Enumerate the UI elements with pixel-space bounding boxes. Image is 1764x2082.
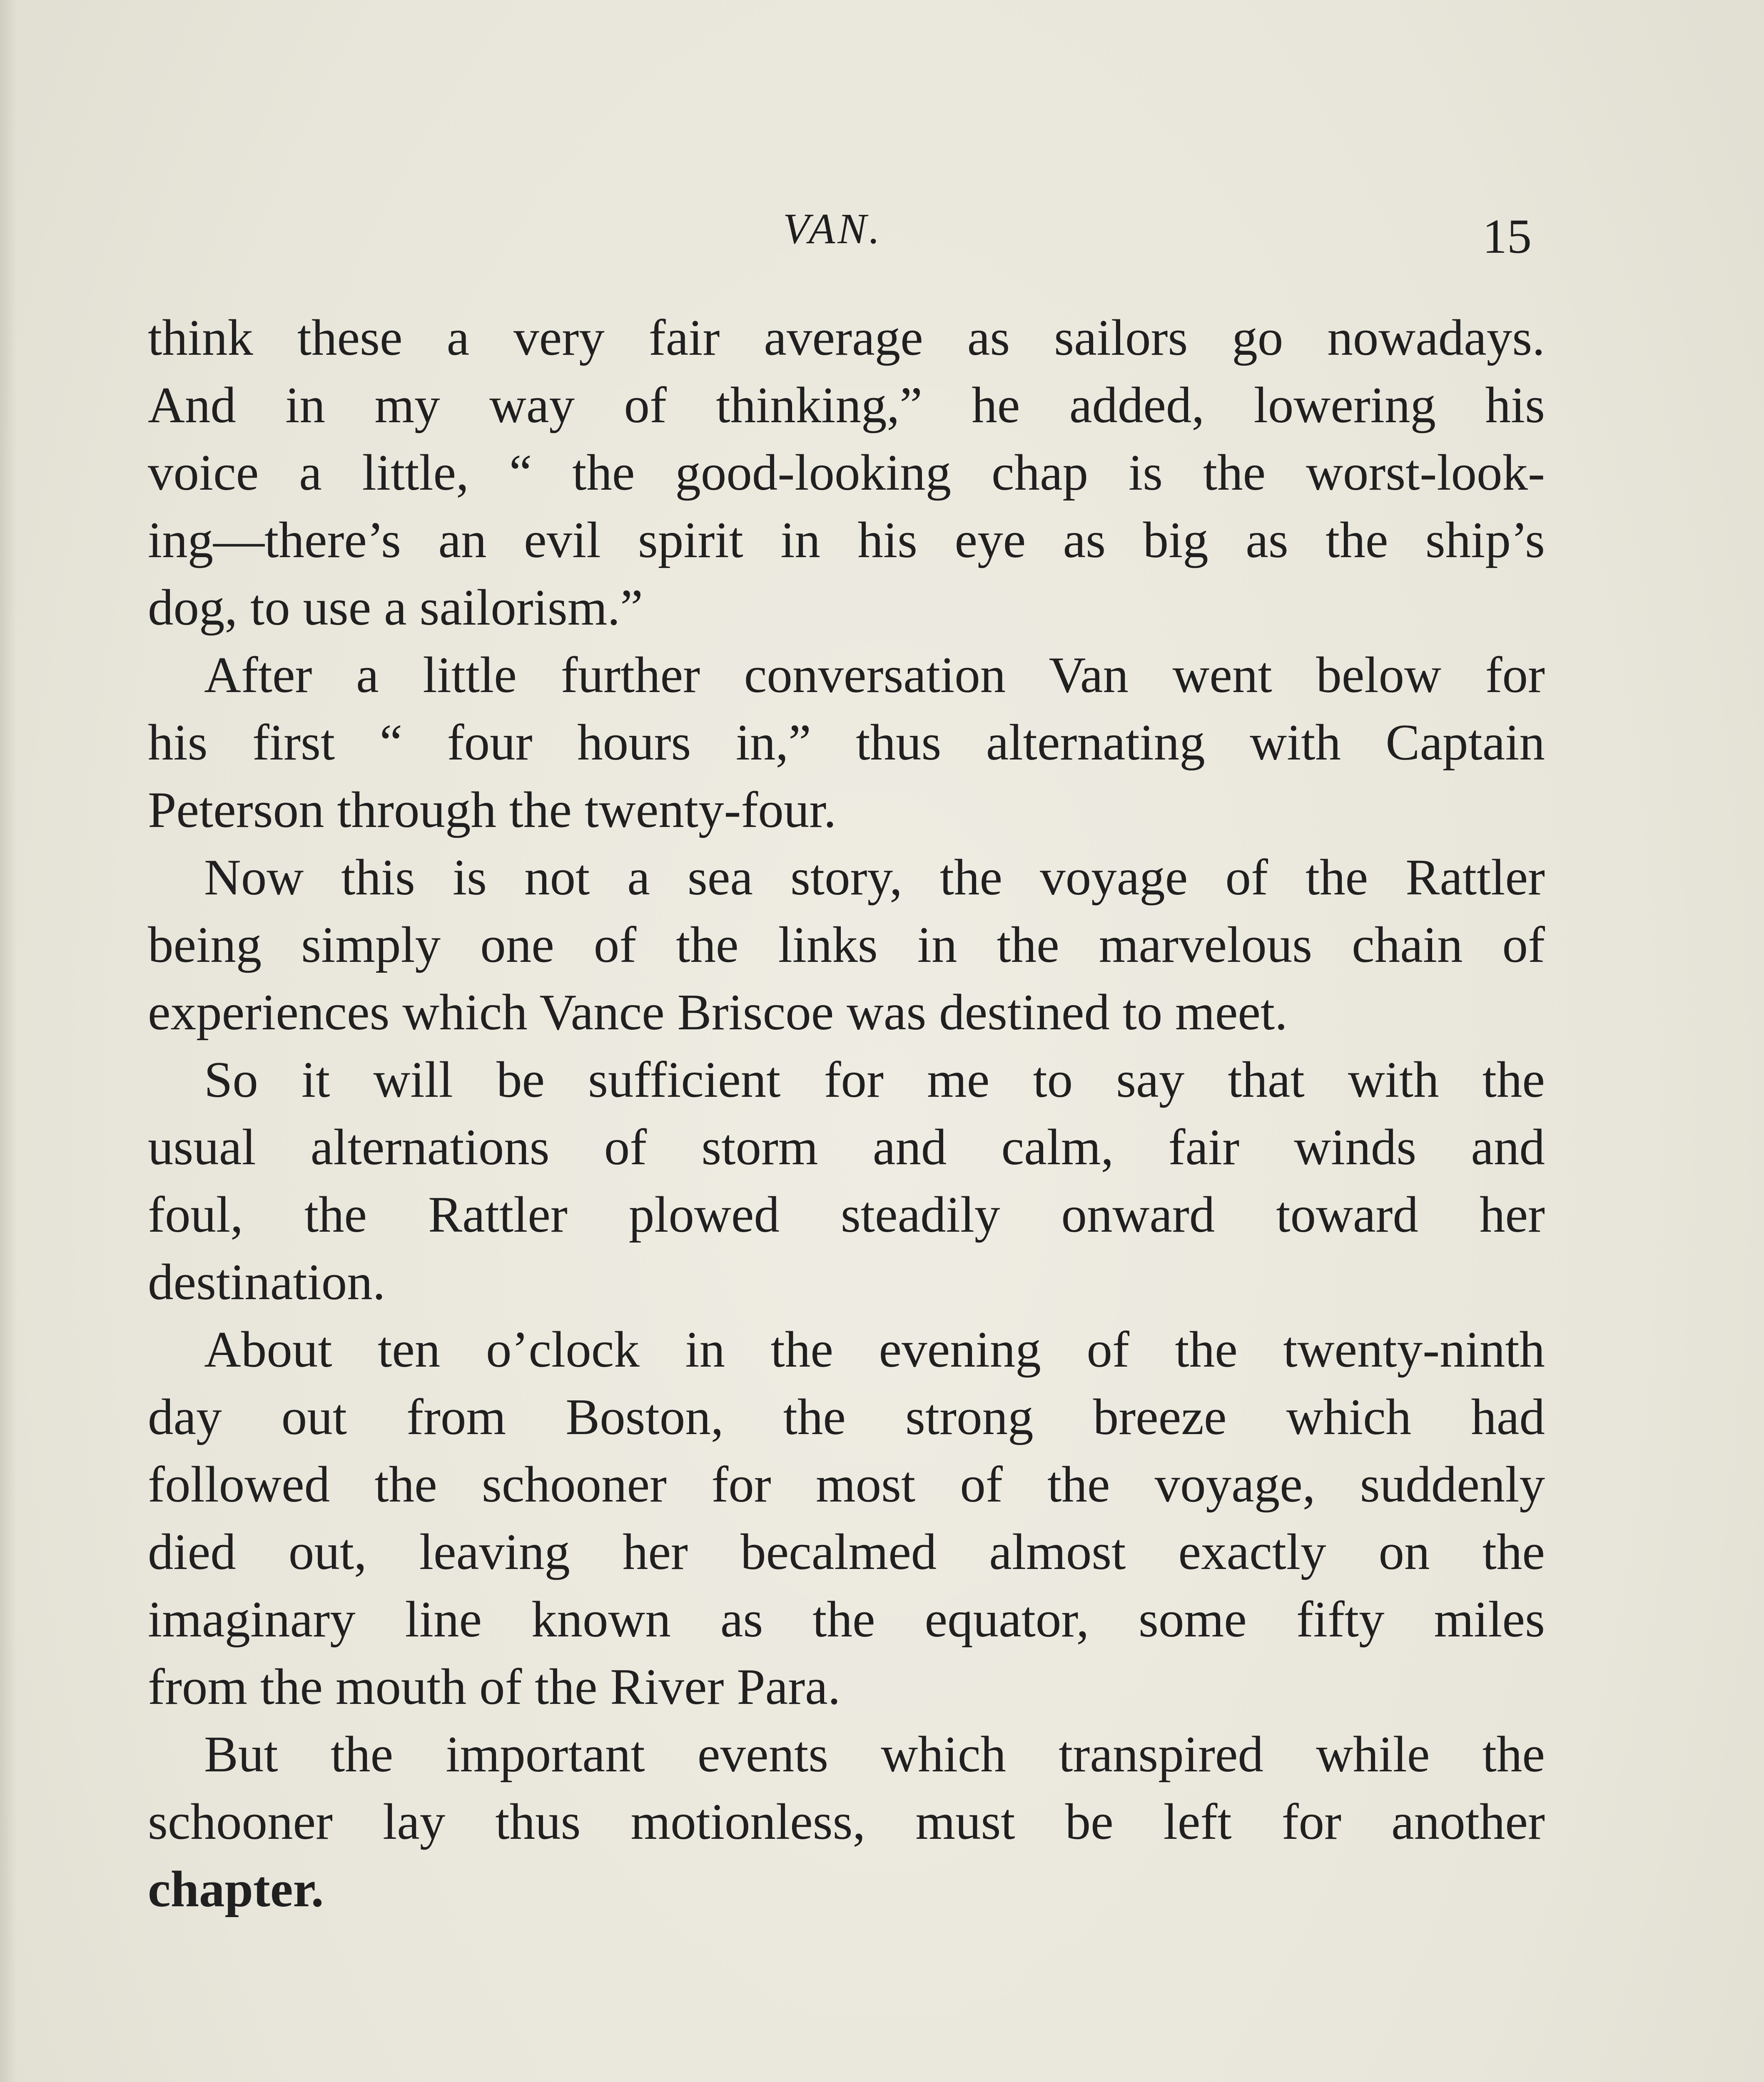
text-line: schooner lay thus motionless, must be left for another: [148, 1793, 1545, 1850]
running-head: [0, 196, 1764, 264]
text-line: usual alternations of storm and calm, fair winds and: [148, 1118, 1545, 1175]
text-line: dog, to use a sailorism.”: [148, 579, 643, 636]
text-line: destination.: [148, 1253, 386, 1310]
text-line: experiences which Vance Briscoe was destined to meet.: [148, 984, 1288, 1041]
text-line: And in my way of thinking,” he added, lowering his: [148, 376, 1545, 433]
text-line: foul, the Rattler plowed steadily onward toward her: [148, 1186, 1545, 1243]
text-line: think these a very fair average as sailors go nowadays.: [148, 309, 1545, 366]
text-line: About ten o’clock in the evening of the twenty-ninth: [204, 1321, 1545, 1378]
text-line: After a little further conversation Van went below for: [204, 646, 1545, 703]
text-line: But the important events which transpired while the: [204, 1726, 1545, 1783]
page-number: 15: [1482, 209, 1532, 264]
text-line: Peterson through the twenty-four.: [148, 781, 837, 838]
body-text: [148, 304, 1545, 1923]
text-line: died out, leaving her becalmed almost exactly on the: [148, 1523, 1545, 1580]
text-line: So it will be sufficient for me to say that with the: [204, 1051, 1545, 1108]
text-line: his first “ four hours in,” thus alternating with Captain: [148, 714, 1545, 771]
text-line: day out from Boston, the strong breeze which had: [148, 1388, 1545, 1445]
text-line: Now this is not a sea story, the voyage of the Rattler: [204, 849, 1545, 906]
running-head-title: VAN.: [783, 205, 882, 253]
text-line: chapter.: [148, 1860, 324, 1918]
text-line: ing—there’s an evil spirit in his eye as big as the ship’s: [148, 511, 1545, 568]
text-line: from the mouth of the River Para.: [148, 1658, 841, 1715]
text-line: being simply one of the links in the marvelous chain of: [148, 916, 1545, 973]
text-line: voice a little, “ the good-looking chap is the worst-look-: [148, 444, 1545, 501]
text-line: imaginary line known as the equator, some fifty miles: [148, 1591, 1545, 1648]
page-edge-shadow: [0, 0, 17, 2082]
text-line: followed the schooner for most of the voyage, suddenly: [148, 1456, 1545, 1513]
